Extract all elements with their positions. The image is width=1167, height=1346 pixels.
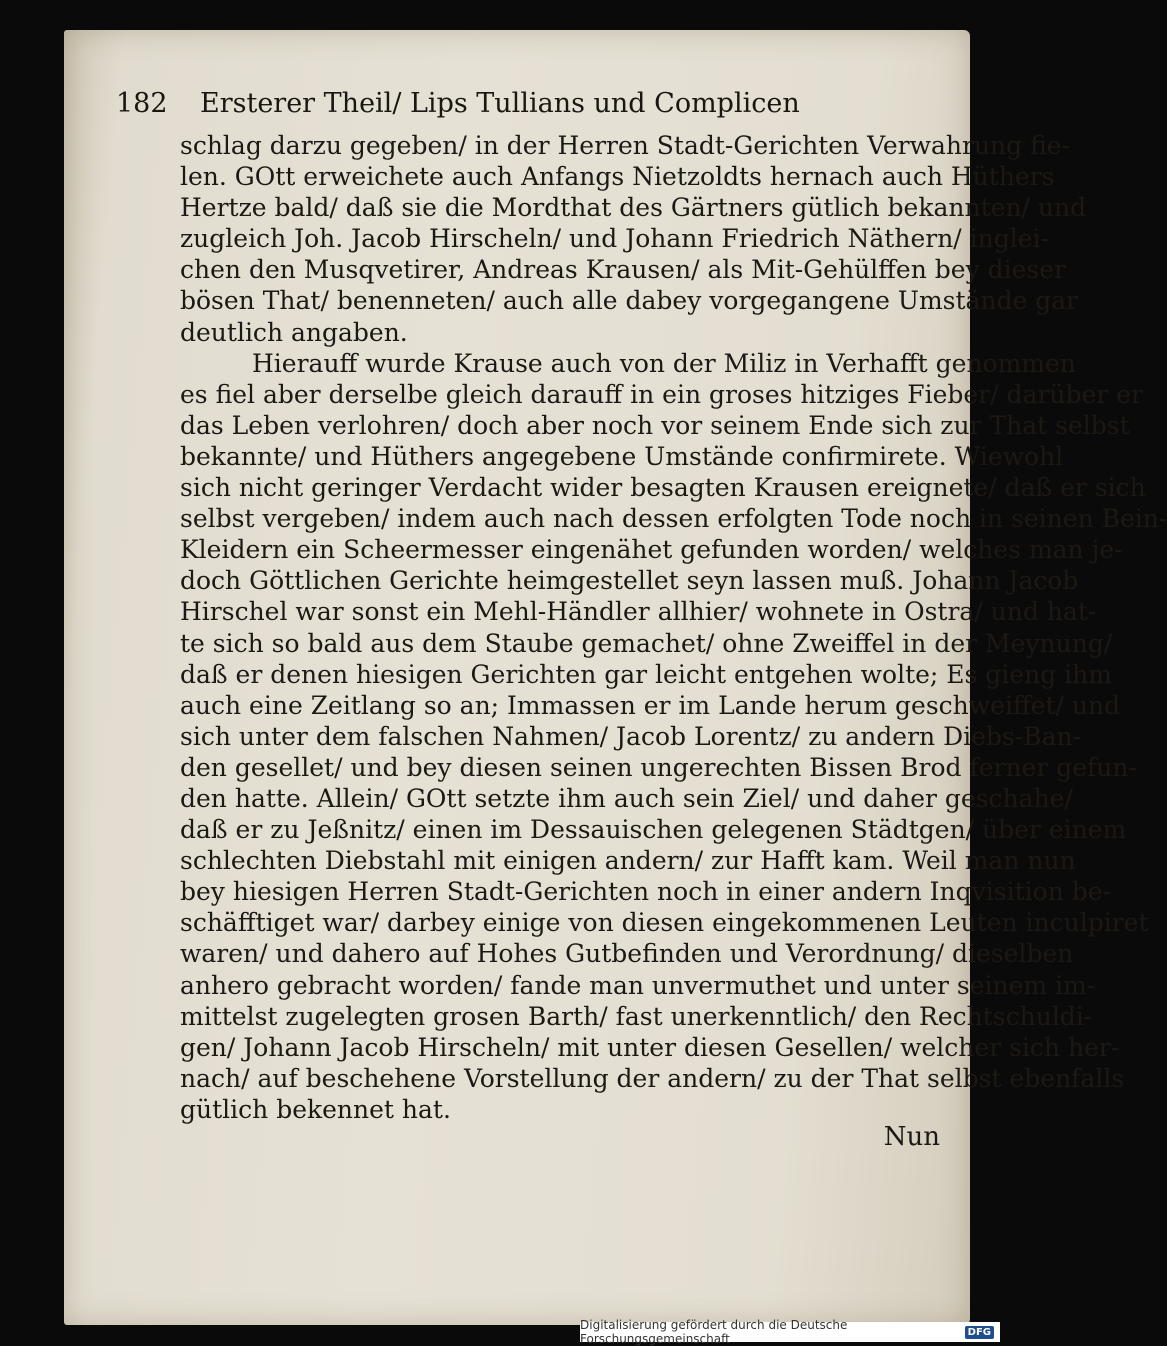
catchword: Nun	[883, 1122, 940, 1152]
text-line: auch eine Zeitlang so an; Immassen er im Lande herum geschweiffet/ und	[180, 690, 1121, 720]
text-line: gen/ Johann Jacob Hirscheln/ mit unter diesen Gesellen/ welcher sich her-	[180, 1032, 1120, 1062]
text-line: schlag darzu gegeben/ in der Herren Stadt-Gerichten Verwahrung fie-	[180, 131, 1071, 160]
page-header	[116, 80, 816, 128]
text-line: deutlich angaben.	[180, 317, 408, 347]
text-line: chen den Musqvetirer, Andreas Krausen/ als Mit-Gehülffen bey dieser	[180, 255, 1067, 285]
text-line: bösen That/ benenneten/ auch alle dabey vorgegangene Umstände gar	[180, 286, 1079, 316]
text-line: daß er zu Jeßnitz/ einen im Dessauischen gelegenen Städtgen/ über einem	[180, 815, 1127, 845]
text-line: anhero gebracht worden/ fande man unvermuthet und unter seinem im-	[180, 970, 1096, 1000]
page-number: 182	[116, 88, 168, 119]
text-line: das Leben verlohren/ doch aber noch vor seinem Ende sich zur That selbst	[180, 410, 1130, 440]
footer-text: Digitalisierung gefördert durch die Deutsche Forschungsgemeinschaft	[580, 1318, 848, 1346]
footer-credit	[580, 1318, 1000, 1346]
text-line: len. GOtt erweichete auch Anfangs Nietzoldts hernach auch Hüthers	[180, 162, 1055, 192]
text-line: Hertze bald/ daß sie die Mordthat des Gärtners gütlich bekannten/ und	[180, 193, 1087, 223]
text-line: Hirschel war sonst ein Mehl-Händler allhier/ wohnete in Ostra/ und hat-	[180, 597, 1097, 627]
text-line: gütlich bekennet hat.	[180, 1094, 451, 1124]
text-line: den hatte. Allein/ GOtt setzte ihm auch sein Ziel/ und daher geschahe/	[180, 783, 1073, 813]
text-line: te sich so bald aus dem Staube gemachet/ ohne Zweiffel in der Meynung/	[180, 628, 1113, 658]
text-line: den gesellet/ und bey diesen seinen ungerechten Bissen Brod ferner gefun-	[180, 752, 1137, 782]
text-line: Hierauff wurde Krause auch von der Miliz in Verhafft genommen	[252, 348, 1076, 378]
text-line: waren/ und dahero auf Hohes Gutbefinden und Verordnung/ dieselben	[180, 939, 1074, 969]
text-line: selbst vergeben/ indem auch nach dessen erfolgten Tode noch in seinen Bein-	[180, 504, 1167, 534]
running-title: Ersterer Theil/ Lips Tullians und Complicen	[200, 88, 800, 119]
text-line: es fiel aber derselbe gleich darauff in ein groses hitziges Fieber/ darüber er	[180, 379, 1143, 409]
text-line: daß er denen hiesigen Gerichten gar leicht entgehen wolte; Es gieng ihm	[180, 659, 1112, 689]
dfg-logo-icon: DFG	[965, 1326, 994, 1339]
text-line: sich unter dem falschen Nahmen/ Jacob Lorentz/ zu andern Diebs-Ban-	[180, 721, 1082, 751]
text-line: Kleidern ein Scheermesser eingenähet gefunden worden/ welches man je-	[180, 535, 1123, 565]
text-line: bey hiesigen Herren Stadt-Gerichten noch in einer andern Inqvisition be-	[180, 877, 1111, 907]
text-line: nach/ auf beschehene Vorstellung der andern/ zu der That selbst ebenfalls	[180, 1063, 1125, 1093]
text-line: doch Göttlichen Gerichte heimgestellet seyn lassen muß. Johann Jacob	[180, 566, 1079, 596]
text-line: mittelst zugelegten grosen Barth/ fast unerkenntlich/ den Rechtschuldi-	[180, 1001, 1093, 1031]
text-line: schäfftiget war/ darbey einige von diesen eingekommenen Leuten inculpiret	[180, 908, 1149, 938]
body-text	[180, 130, 1167, 1125]
text-line: zugleich Joh. Jacob Hirscheln/ und Johann Friedrich Näthern/ inglei-	[180, 224, 1049, 254]
text-line: schlechten Diebstahl mit einigen andern/ zur Hafft kam. Weil man nun	[180, 846, 1076, 876]
text-line: bekannte/ und Hüthers angegebene Umstände confirmirete. Wiewohl	[180, 441, 1064, 471]
text-line: sich nicht geringer Verdacht wider besagten Krausen ereignete/ daß er sich	[180, 473, 1146, 503]
